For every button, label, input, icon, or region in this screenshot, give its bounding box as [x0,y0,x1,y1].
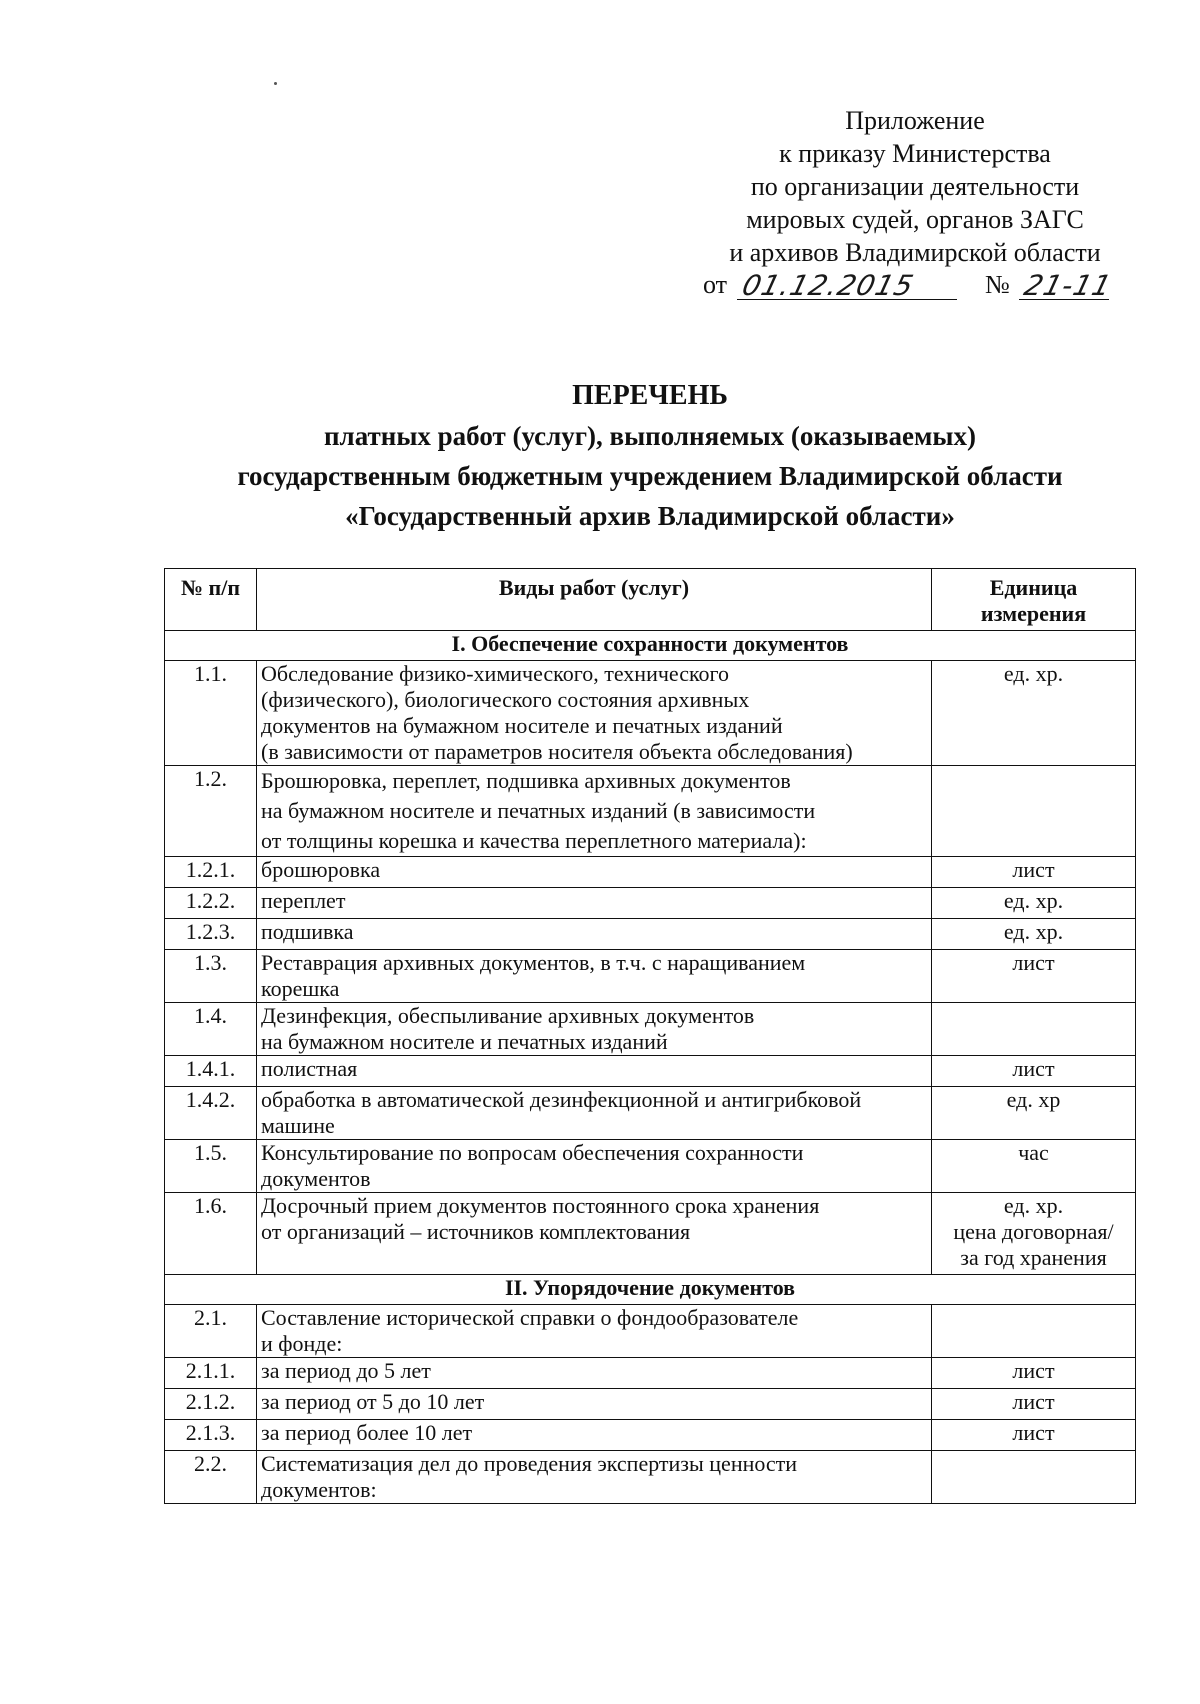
row-desc: за период более 10 лет [257,1420,932,1451]
row-unit-line: за год хранения [960,1245,1107,1270]
table-row [165,1451,1136,1504]
appendix-line: по организации деятельности [750,172,1080,201]
row-num: 1.2.1. [165,857,257,888]
row-desc-line: документов: [261,1477,377,1502]
row-unit: ед. хр [932,1087,1136,1140]
row-desc-line: (физического), биологического состояния архивных [261,687,750,712]
row-num: 1.2.3. [165,919,257,950]
row-desc [257,1140,932,1193]
row-num: 1.4. [165,1003,257,1056]
row-unit-line: ед. хр. [1003,1193,1064,1218]
row-desc [257,1003,932,1056]
row-unit: час [932,1140,1136,1193]
table-row [165,1305,1136,1358]
row-num: 1.4.2. [165,1087,257,1140]
row-desc-line: обработка в автоматической дезинфекционной и антигрибковой [261,1087,862,1112]
row-unit [932,1451,1136,1504]
header-unit [932,569,1136,631]
row-num: 2.1.1. [165,1358,257,1389]
table-row [165,1389,1136,1420]
row-num: 1.3. [165,950,257,1003]
row-unit: лист [932,1056,1136,1087]
header-unit-line: Единица [989,575,1078,600]
row-desc-line: машине [261,1113,335,1138]
document-subtitle-line: государственным бюджетным учреждением Владимирской области [237,461,1063,491]
table-row [165,1140,1136,1193]
row-desc [257,766,932,857]
row-num: 1.6. [165,1193,257,1275]
header-desc: Виды работ (услуг) [257,569,932,631]
row-num: 2.2. [165,1451,257,1504]
table-row [165,1003,1136,1056]
row-unit [932,1003,1136,1056]
table-row [165,950,1136,1003]
appendix-block [690,104,1140,269]
section-title: I. Обеспечение сохранности документов [165,631,1136,661]
row-desc: подшивка [257,919,932,950]
row-unit: ед. хр. [932,888,1136,919]
table-row [165,1420,1136,1451]
row-unit [932,1193,1136,1275]
row-desc-line: Консультирование по вопросам обеспечения сохранности [261,1140,804,1165]
table-row [165,766,1136,857]
row-desc [257,1451,932,1504]
row-unit: лист [932,1420,1136,1451]
row-num: 2.1. [165,1305,257,1358]
handwritten-number: 21-11 [1020,269,1116,302]
row-num: 2.1.2. [165,1389,257,1420]
table-row [165,1056,1136,1087]
row-desc: за период до 5 лет [257,1358,932,1389]
row-desc-line: документов [261,1166,371,1191]
number-prefix: № [985,270,1010,299]
appendix-line: Приложение [845,106,985,135]
row-num: 1.5. [165,1140,257,1193]
row-desc-line: Обследование физико-химического, технического [261,661,730,686]
header-unit-line: измерения [980,601,1087,626]
row-num: 1.4.1. [165,1056,257,1087]
row-unit: лист [932,1389,1136,1420]
row-unit: ед. хр. [932,919,1136,950]
row-desc: за период от 5 до 10 лет [257,1389,932,1420]
handwritten-date: 01.12.2015 [738,269,918,302]
row-desc-line: Досрочный прием документов постоянного срока хранения [261,1193,820,1218]
row-desc: переплет [257,888,932,919]
row-desc [257,1305,932,1358]
row-unit [932,766,1136,857]
table-row [165,888,1136,919]
table-row [165,919,1136,950]
row-desc-line: от толщины корешка и качества переплетного материала): [261,828,807,853]
services-table [164,568,1136,1504]
section-row [165,631,1136,661]
scan-speck [274,82,277,85]
row-unit: ед. хр. [932,661,1136,766]
row-num: 2.1.3. [165,1420,257,1451]
row-unit-line: цена договорная/ [953,1219,1114,1244]
appendix-line: мировых судей, органов ЗАГС [746,205,1084,234]
row-desc [257,1087,932,1140]
row-desc-line: и фонде: [261,1331,343,1356]
row-desc-line: на бумажном носителе и печатных изданий (в зависимости [261,798,816,823]
table-row [165,1193,1136,1275]
section-row [165,1275,1136,1305]
row-desc-line: Брошюровка, переплет, подшивка архивных документов [261,768,791,793]
row-desc-line: документов на бумажном носителе и печатных изданий [261,713,783,738]
row-desc: полистная [257,1056,932,1087]
row-num: 1.2. [165,766,257,857]
document-subtitle-line: платных работ (услуг), выполняемых (оказываемых) [324,421,976,451]
row-desc-line: (в зависимости от параметров носителя объекта обследования) [261,739,853,764]
row-desc [257,1193,932,1275]
row-desc-line: Составление исторической справки о фондообразователе [261,1305,799,1330]
document-title-block [100,376,1200,536]
row-desc-line: Дезинфекция, обеспыливание архивных документов [261,1003,755,1028]
table-row [165,1087,1136,1140]
table-row [165,661,1136,766]
row-unit [932,1305,1136,1358]
row-desc-line: Реставрация архивных документов, в т.ч. с наращиванием [261,950,806,975]
appendix-line: и архивов Владимирской области [729,238,1101,267]
row-desc [257,661,932,766]
section-title: II. Упорядочение документов [165,1275,1136,1305]
header-num: № п/п [165,569,257,631]
table-header-row [165,569,1136,631]
row-num: 1.1. [165,661,257,766]
row-unit: лист [932,950,1136,1003]
table-row [165,1358,1136,1389]
row-desc-line: на бумажном носителе и печатных изданий [261,1029,668,1054]
date-prefix: от [703,270,728,299]
row-desc [257,950,932,1003]
row-desc: брошюровка [257,857,932,888]
row-unit: лист [932,857,1136,888]
order-date-number-line [703,268,1123,304]
row-desc-line: корешка [261,976,340,1001]
table-row [165,857,1136,888]
row-unit: лист [932,1358,1136,1389]
appendix-line: к приказу Министерства [779,139,1051,168]
row-desc-line: Систематизация дел до проведения экспертизы ценности [261,1451,798,1476]
row-desc-line: от организаций – источников комплектования [261,1219,691,1244]
document-subtitle-line: «Государственный архив Владимирской области» [345,501,955,531]
document-title: ПЕРЕЧЕНЬ [572,380,728,411]
row-num: 1.2.2. [165,888,257,919]
